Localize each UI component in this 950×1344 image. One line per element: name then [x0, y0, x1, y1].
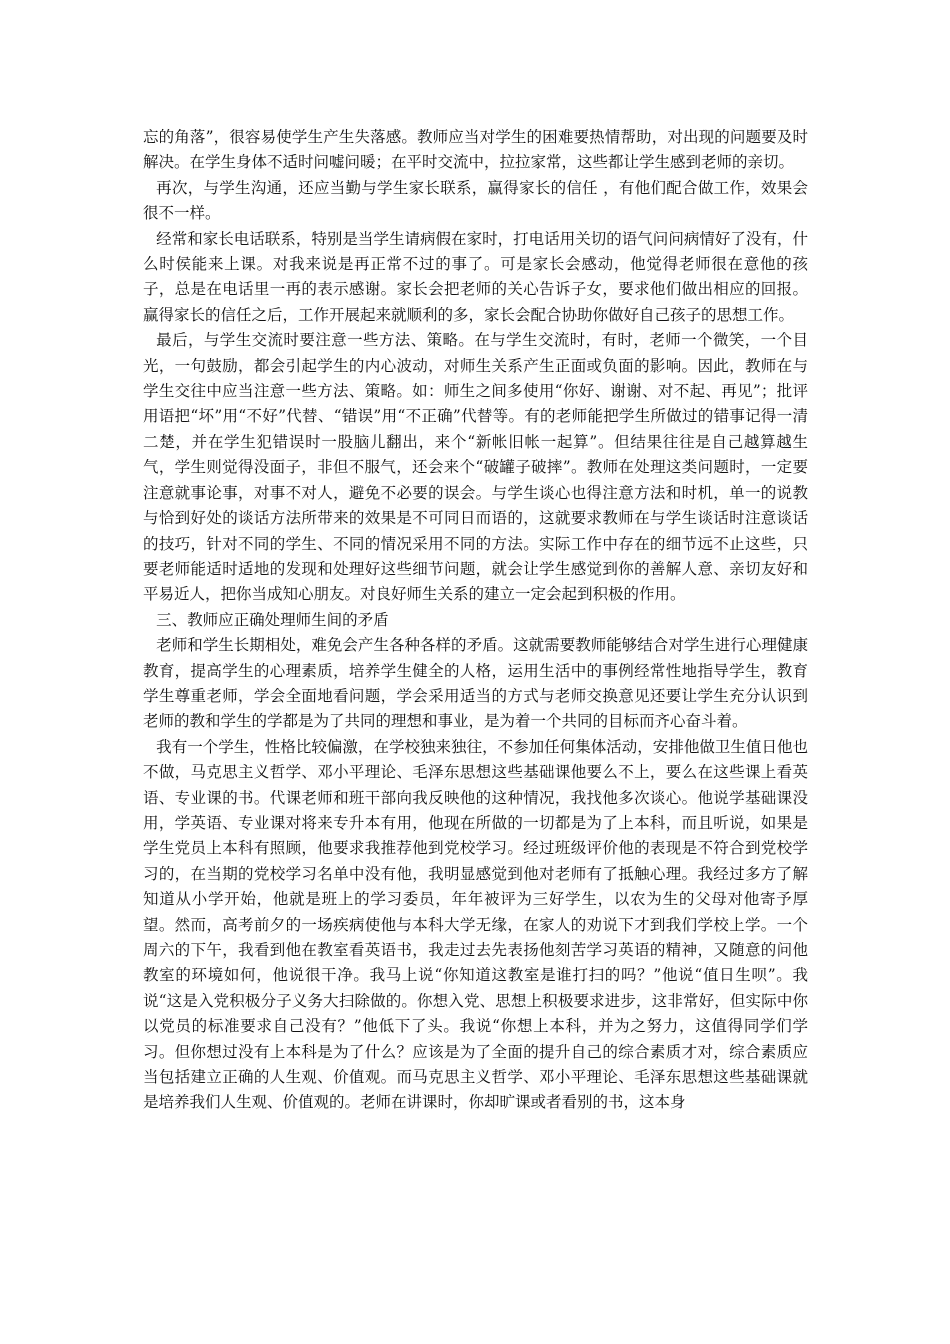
paragraph-4: 最后，与学生交流时要注意一些方法、策略。在与学生交流时，有时，老师一个微笑，一个目光，一句鼓励，都会引起学生的内心波动，对师生关系产生正面或负面的影响。因此，教师在与学生交往中应当注意一些方法、策略。如：师生之间多使用“你好、谢谢、对不起、再见”；批评用语把“坏”用“不好”代替、“错误”用“不正确”代替等。有的老师能把学生所做过的错事记得一清二楚，并在学生犯错误时一股脑儿翻出，来个“新帐旧帐一起算”。但结果往往是自己越算越生气，学生则觉得没面子，非但不服气，还会来个“破罐子破摔”。教师在处理这类问题时，一定要注意就事论事，对事不对人，避免不必要的误会。与学生谈心也得注意方法和时机，单一的说教与恰到好处的谈话方法所带来的效果是不可同日而语的，这就要求教师在与学生谈话时注意谈话的技巧，针对不同的学生、不同的情况采用不同的方法。实际工作中存在的细节远不止这些，只要老师能适时适地的发现和处理好这些细节问题，就会让学生感觉到你的善解人意、亲切友好和平易近人，把你当成知心朋友。对良好师生关系的建立一定会起到积极的作用。	[143, 331, 808, 604]
paragraph-3: 经常和家长电话联系，特别是当学生请病假在家时，打电话用关切的语气问问病情好了没有，什么时侯能来上课。对我来说是再正常不过的事了。可是家长会感动，他觉得老师很在意他的孩子，总是在电话里一再的表示感谢。家长会把老师的关心告诉子女，要求他们做出相应的回报。赢得家长的信任之后，工作开展起来就顺利的多，家长会配合协助你做好自己孩子的思想工作。	[143, 229, 808, 324]
paragraph-5: 老师和学生长期相处，难免会产生各种各样的矛盾。这就需要教师能够结合对学生进行心理健康教育，提高学生的心理素质，培养学生健全的人格，运用生活中的事例经常性地指导学生，教育学生尊重老师，学会全面地看问题，学会采用适当的方式与老师交换意见还要让学生充分认识到老师的教和学生的学都是为了共同的理想和事业，是为着一个共同的目标而齐心奋斗着。	[143, 636, 808, 731]
paragraph-6: 我有一个学生，性格比较偏激，在学校独来独往，不参加任何集体活动，安排他做卫生值日他也不做，马克思主义哲学、邓小平理论、毛泽东思想这些基础课他要么不上，要么在这些课上看英语、专业课的书。代课老师和班干部向我反映他的这种情况，我找他多次谈心。他说学基础课没用，学英语、专业课对将来专升本有用，他现在所做的一切都是为了上本科，而且听说，如果是学生党员上本科有照顾，他要求我推荐他到党校学习。经过班级评价他的表现是不符合到党校学习的，在当期的党校学习名单中没有他，我明显感觉到他对老师有了抵触心理。我经过多方了解知道从小学开始，他就是班上的学习委员，年年被评为三好学生，以农为生的父母对他寄予厚望。然而，高考前夕的一场疾病使他与本科大学无缘，在家人的劝说下才到我们学校上学。一个周六的下午，我看到他在教室看英语书，我走过去先表扬他刻苦学习英语的精神，又随意的问他教室的环境如何，他说很干净。我马上说“你知道这教室是谁打扫的吗？”他说“值日生呗”。我说“这是入党积极分子义务大扫除做的。你想入党、思想上积极要求进步，这非常好，但实际中你以党员的标准要求自己没有？”他低下了头。我说“你想上本科，并为之努力，这值得同学们学习。但你想过没有上本科是为了什么？应该是为了全面的提升自己的综合素质才对，综合素质应当包括建立正确的人生观、价值观。而马克思主义哲学、邓小平理论、毛泽东思想这些基础课就是培养我们人生观、价值观的。老师在讲课时，你却旷课或者看别的书，这本身	[143, 737, 808, 1112]
paragraph-2: 再次，与学生沟通，还应当勤与学生家长联系，赢得家长的信任 ，有他们配合做工作，效果会很不一样。	[143, 178, 808, 223]
section-heading: 三、教师应正确处理师生间的矛盾	[156, 610, 389, 629]
paragraph-1: 忘的角落”，很容易使学生产生失落感。教师应当对学生的困难要热情帮助，对出现的问题要及时解决。在学生身体不适时问嘘问暖；在平时交流中，拉拉家常，这些都让学生感到老师的亲切。	[143, 128, 808, 172]
document-page	[143, 125, 808, 1116]
